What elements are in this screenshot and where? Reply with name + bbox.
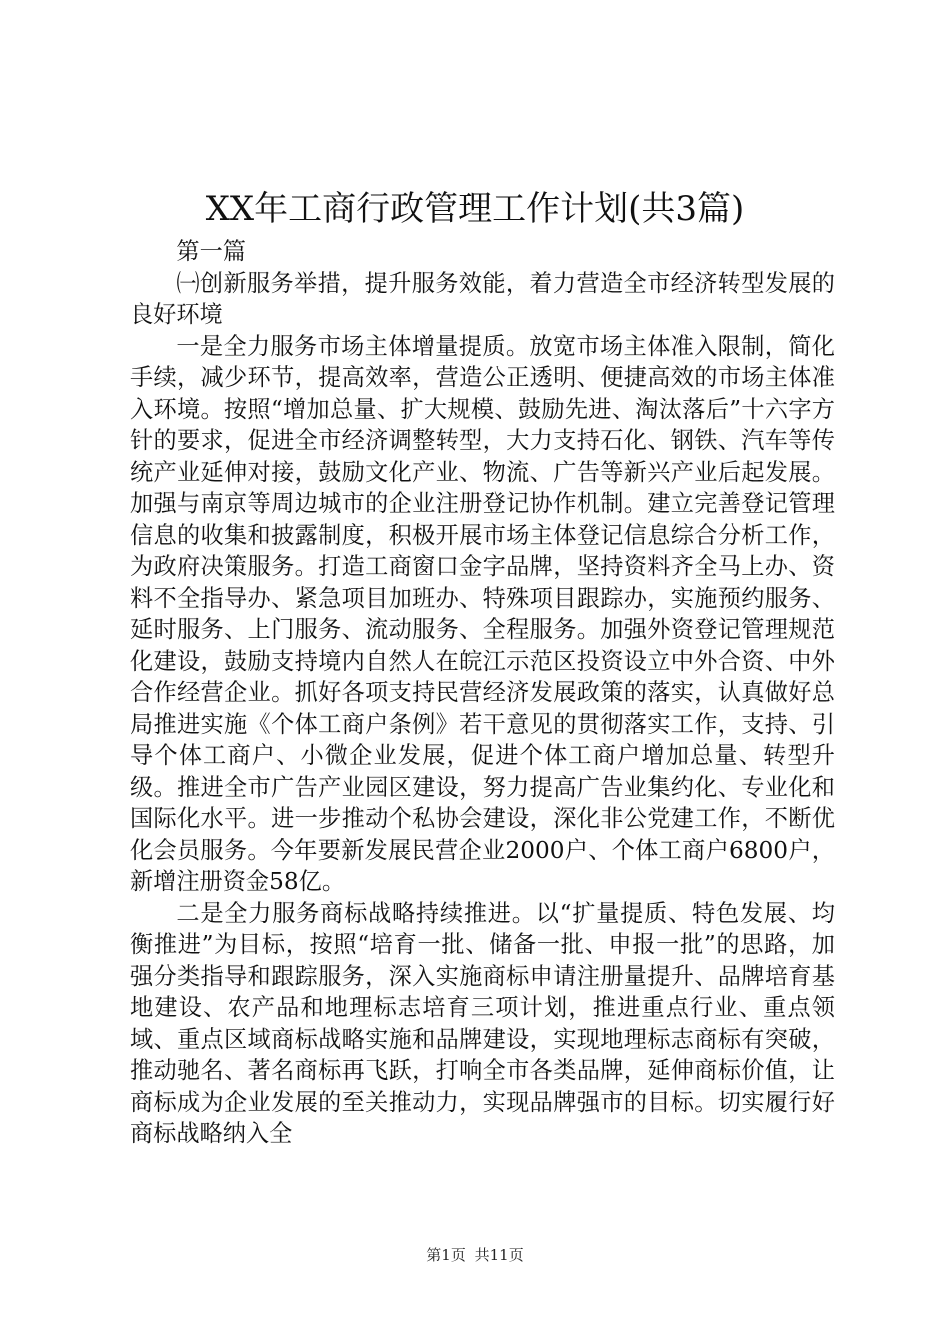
- paragraph: ㈠创新服务举措，提升服务效能，着力营造全市经济转型发展的良好环境: [130, 269, 835, 328]
- document-body: [130, 236, 835, 1150]
- paragraph: 二是全力服务商标战略持续推进。以“扩量提质、特色发展、均衡推进”为目标，按照“培育一批、储备一批、申报一批”的思路，加强分类指导和跟踪服务，深入实施商标申请注册量提升、品牌培育基地建设、农产品和地理标志培育三项计划，推进重点行业、重点领域、重点区域商标战略实施和品牌建设，实现地理标志商标有突破，推动驰名、著名商标再飞跃，打响全市各类品牌，延伸商标价值，让商标成为企业发展的至关推动力，实现品牌强市的目标。切实履行好商标战略纳入全: [130, 899, 835, 1147]
- document-title: XX年工商行政管理工作计划(共3篇): [205, 189, 745, 229]
- paragraph: 一是全力服务市场主体增量提质。放宽市场主体准入限制，简化手续，减少环节，提高效率，营造公正透明、便捷高效的市场主体准入环境。按照“增加总量、扩大规模、鼓励先进、淘汰落后”十六字方针的要求，促进全市经济调整转型，大力支持石化、钢铁、汽车等传统产业延伸对接，鼓励文化产业、物流、广告等新兴产业后起发展。加强与南京等周边城市的企业注册登记协作机制。建立完善登记管理信息的收集和披露制度，积极开展市场主体登记信息综合分析工作，为政府决策服务。打造工商窗口金字品牌，坚持资料齐全马上办、资料不全指导办、紧急项目加班办、特殊项目跟踪办，实施预约服务、延时服务、上门服务、流动服务、全程服务。加强外资登记管理规范化建设，鼓励支持境内自然人在皖江示范区投资设立中外合资、中外合作经营企业。抓好各项支持民营经济发展政策的落实，认真做好总局推进实施《个体工商户条例》若干意见的贯彻落实工作，支持、引导个体工商户、小微企业发展，促进个体工商户增加总量、转型升级。推进全市广告产业园区建设，努力提高广告业集约化、专业化和国际化水平。进一步推动个私协会建设，深化非公党建工作，不断优化会员服务。今年要新发展民营企业2000户、个体工商户6800户，新增注册资金58亿。: [130, 332, 835, 895]
- section-heading: 第一篇: [176, 238, 246, 265]
- page-number: 第1页: [426, 1246, 466, 1264]
- page-total: 共11页: [474, 1246, 524, 1264]
- page-footer: [0, 1244, 950, 1266]
